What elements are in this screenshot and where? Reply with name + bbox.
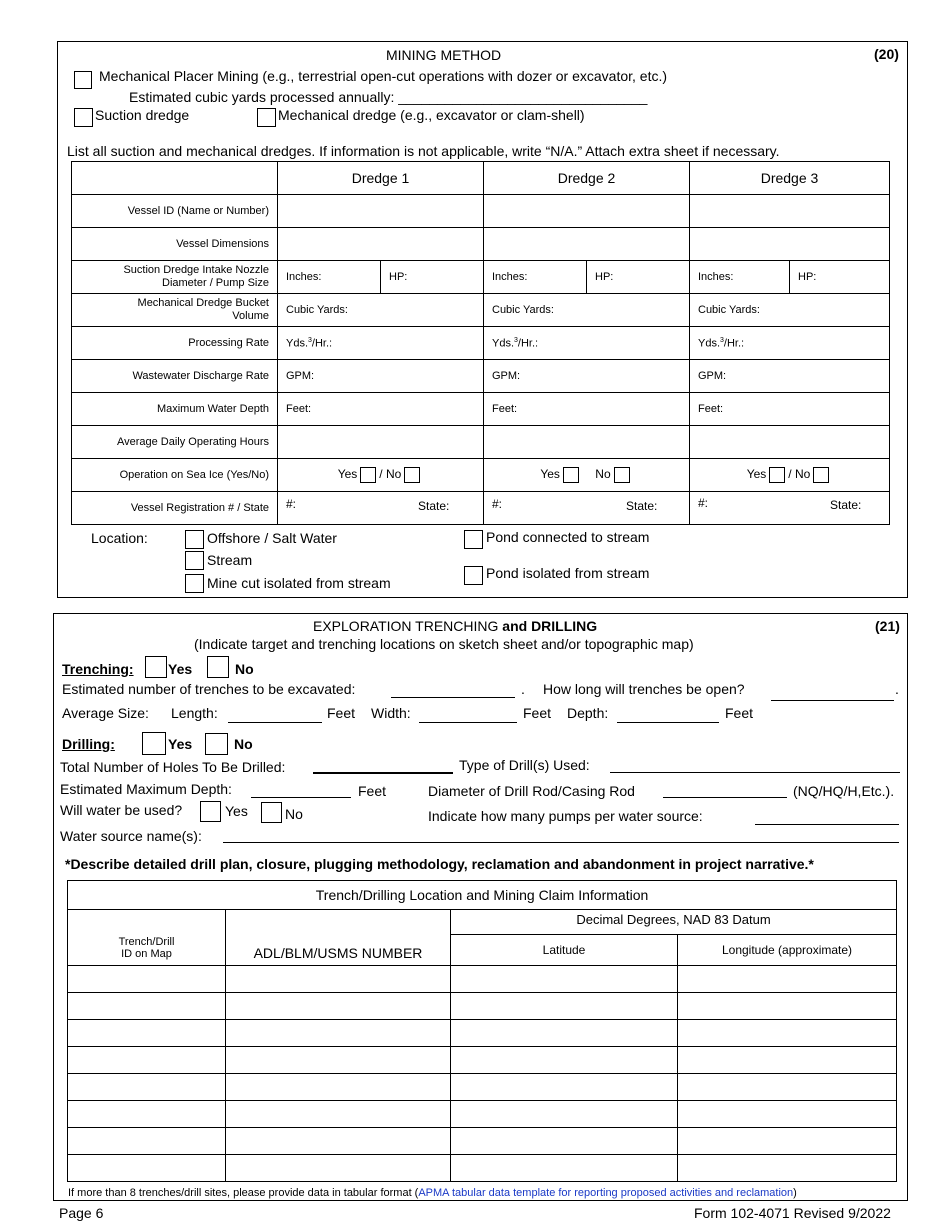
water-source-label: Water source name(s): (60, 828, 202, 844)
water-yes-label: Yes (225, 803, 248, 819)
depth-label: Depth: (567, 705, 609, 721)
row-label-wastewater: Wastewater Discharge Rate (72, 360, 278, 393)
yds-label: Yds. (286, 337, 309, 350)
table-cell[interactable] (68, 1155, 226, 1182)
dredge-2-cubic-yards[interactable]: Cubic Yards: (484, 294, 690, 327)
row-label-registration: Vessel Registration # / State (72, 492, 278, 525)
table-cell[interactable] (451, 1047, 678, 1074)
reg-no-label: #: (492, 497, 503, 511)
sea-ice-no-checkbox[interactable] (614, 467, 630, 483)
dredge-header-blank (72, 162, 278, 195)
mine-cut-label: Mine cut isolated from stream (207, 575, 391, 591)
table-cell[interactable] (68, 1101, 226, 1128)
no-label: No (794, 467, 811, 482)
hr-label: /Hr.: (723, 337, 745, 350)
hr-label: /Hr.: (311, 337, 333, 350)
table-cell[interactable] (451, 1074, 678, 1101)
row-label-hours: Average Daily Operating Hours (72, 426, 278, 459)
dredge-3-inches[interactable]: Inches: (690, 261, 790, 294)
mech-placer-label: Mechanical Placer Mining (e.g., terrestrial open-cut operations with dozer or excavator, etc.) (99, 68, 668, 84)
row-label-intake-line2: Diameter / Pump Size (162, 277, 269, 289)
table-cell[interactable] (226, 1101, 451, 1128)
dredge-2-vessel-id[interactable] (484, 195, 690, 228)
table-cell[interactable] (678, 1047, 897, 1074)
dredge-1-sea-ice (278, 459, 484, 492)
table-cell[interactable] (226, 1074, 451, 1101)
dredge-3-hours[interactable] (690, 426, 890, 459)
section-21-title-b: and DRILLING (502, 618, 598, 634)
dredge-2-registration[interactable] (484, 492, 690, 525)
yds-label: Yds. (698, 337, 721, 350)
table-cell[interactable] (451, 993, 678, 1020)
length-feet: Feet (327, 705, 356, 721)
dredge-1-hp[interactable]: HP: (381, 261, 484, 294)
max-depth-feet: Feet (358, 783, 387, 799)
width-feet: Feet (523, 705, 552, 721)
table-row (68, 1155, 897, 1182)
apma-template-link[interactable]: APMA tabular data template for reporting proposed activities and reclamation (418, 1187, 794, 1199)
dredge-1-header: Dredge 1 (278, 162, 484, 195)
table-cell[interactable] (68, 1128, 226, 1155)
mine-cut-checkbox[interactable] (185, 574, 204, 593)
sea-ice-no-checkbox[interactable] (813, 467, 829, 483)
drill-type-field[interactable] (610, 772, 900, 773)
water-yes-checkbox[interactable] (200, 801, 221, 822)
table-cell[interactable] (226, 1155, 451, 1182)
yes-label: Yes (540, 467, 560, 482)
dredge-1-vessel-id[interactable] (278, 195, 484, 228)
state-label: State: (626, 499, 658, 513)
reg-no-label: #: (698, 496, 709, 510)
depth-field[interactable] (617, 722, 719, 723)
dredge-2-processing[interactable] (484, 327, 690, 360)
total-holes-field[interactable] (313, 772, 453, 774)
table-cell[interactable] (226, 1128, 451, 1155)
dredge-1-cubic-yards[interactable]: Cubic Yards: (278, 294, 484, 327)
table-cell[interactable] (451, 1155, 678, 1182)
pond-isolated-label: Pond isolated from stream (486, 565, 650, 581)
table-cell[interactable] (678, 1101, 897, 1128)
yds-superscript: 3 (514, 336, 518, 344)
table-cell[interactable] (68, 966, 226, 993)
footnote-end: ) (793, 1187, 797, 1199)
no-label: No (385, 467, 402, 482)
trenching-no-label: No (235, 661, 254, 677)
table-cell[interactable] (68, 1020, 226, 1047)
table-cell[interactable] (678, 1074, 897, 1101)
dredge-instruction: List all suction and mechanical dredges. If information is not applicable, write “N/A.” Attach extra sheet if necessary. (67, 143, 780, 159)
mech-placer-checkbox[interactable] (74, 71, 92, 89)
offshore-label: Offshore / Salt Water (207, 530, 337, 546)
drilling-label: Drilling: (62, 736, 115, 752)
how-long-label: How long will trenches be open? (543, 681, 745, 697)
reg-no-label: #: (286, 497, 297, 511)
row-label-intake-line1: Suction Dredge Intake Nozzle (123, 264, 269, 276)
dredge-3-depth[interactable]: Feet: (690, 393, 890, 426)
hr-label: /Hr.: (517, 337, 539, 350)
water-source-field[interactable] (223, 842, 899, 843)
section-21-title (313, 618, 597, 634)
table-cell[interactable] (451, 1020, 678, 1047)
dredge-3-cubic-yards[interactable]: Cubic Yards: (690, 294, 890, 327)
row-label-sea-ice: Operation on Sea Ice (Yes/No) (72, 459, 278, 492)
table-row (68, 993, 897, 1020)
sea-ice-yes-checkbox[interactable] (563, 467, 579, 483)
pumps-field[interactable] (755, 824, 899, 825)
dredge-table (71, 161, 890, 525)
dredge-3-registration[interactable] (690, 492, 890, 525)
pond-isolated-checkbox[interactable] (464, 566, 483, 585)
table-cell[interactable] (226, 966, 451, 993)
dredge-2-header: Dredge 2 (484, 162, 690, 195)
max-depth-label: Estimated Maximum Depth: (60, 781, 232, 797)
table-cell[interactable] (678, 1155, 897, 1182)
length-label: Length: (171, 705, 218, 721)
table-cell[interactable] (678, 966, 897, 993)
section-20-title: MINING METHOD (386, 47, 502, 63)
adl-header: ADL/BLM/USMS NUMBER (226, 910, 451, 966)
table-cell[interactable] (678, 993, 897, 1020)
drilling-yes-checkbox[interactable] (142, 732, 166, 755)
section-21-title-a: EXPLORATION TRENCHING (313, 618, 503, 634)
yes-label: Yes (746, 467, 767, 482)
dredge-1-inches[interactable]: Inches: (278, 261, 381, 294)
sea-ice-no-checkbox[interactable] (404, 467, 420, 483)
drill-type-label: Type of Drill(s) Used: (459, 757, 590, 773)
mech-dredge-checkbox[interactable] (257, 108, 276, 127)
dredge-1-hours[interactable] (278, 426, 484, 459)
page-number: Page 6 (59, 1205, 104, 1221)
yds-superscript: 3 (308, 336, 312, 344)
table-row (68, 1101, 897, 1128)
longitude-header: Longitude (approximate) (678, 935, 897, 966)
stream-checkbox[interactable] (185, 551, 204, 570)
pumps-label: Indicate how many pumps per water source: (428, 808, 703, 824)
how-long-dot: . (895, 681, 899, 697)
sea-ice-yes-checkbox[interactable] (769, 467, 785, 483)
row-label-bucket (72, 294, 278, 327)
est-trenches-dot: . (521, 681, 525, 697)
dredge-2-gpm[interactable]: GPM: (484, 360, 690, 393)
pond-connected-label: Pond connected to stream (486, 529, 650, 545)
state-label: State: (830, 498, 862, 512)
rod-dia-field[interactable] (663, 797, 787, 798)
suction-dredge-label: Suction dredge (95, 107, 190, 123)
table-cell[interactable] (451, 966, 678, 993)
width-field[interactable] (419, 722, 517, 723)
how-long-field[interactable] (771, 700, 894, 701)
table-row (68, 1020, 897, 1047)
water-no-checkbox[interactable] (261, 802, 282, 823)
trench-id-header (68, 910, 226, 966)
water-used-label: Will water be used? (60, 802, 183, 818)
max-depth-field[interactable] (251, 797, 351, 798)
form-number: Form 102-4071 Revised 9/2022 (694, 1205, 891, 1221)
footnote-text: If more than 8 trenches/drill sites, please provide data in tabular format ( (68, 1187, 419, 1199)
row-label-bucket-line1: Mechanical Dredge Bucket (137, 297, 269, 309)
width-label: Width: (371, 705, 411, 721)
drilling-no-label: No (234, 736, 253, 752)
pond-connected-checkbox[interactable] (464, 530, 483, 549)
narrative-note: *Describe detailed drill plan, closure, plugging methodology, reclamation and abandonment in project narrative.* (65, 856, 814, 872)
rod-types: (NQ/HQ/H,Etc.). (793, 783, 895, 799)
rod-dia-label: Diameter of Drill Rod/Casing Rod (428, 783, 635, 799)
latitude-header: Latitude (451, 935, 678, 966)
suction-dredge-checkbox[interactable] (74, 108, 93, 127)
dredge-3-sea-ice (690, 459, 890, 492)
row-label-intake (72, 261, 278, 294)
table-cell[interactable] (226, 1020, 451, 1047)
dredge-1-registration[interactable] (278, 492, 484, 525)
dredge-3-gpm[interactable]: GPM: (690, 360, 890, 393)
table-cell[interactable] (451, 1128, 678, 1155)
mech-dredge-label: Mechanical dredge (e.g., excavator or clam-shell) (278, 107, 585, 123)
dredge-1-processing[interactable] (278, 327, 484, 360)
cubic-yards-field[interactable]: Estimated cubic yards processed annually: ________________________________ (129, 89, 648, 105)
slash: / (379, 467, 383, 482)
trench-id-header-line2: ID on Map (121, 948, 172, 960)
no-label: No (595, 467, 611, 482)
table-cell[interactable] (226, 1047, 451, 1074)
dredge-3-dimensions[interactable] (690, 228, 890, 261)
trench-id-header-line1: Trench/Drill (118, 936, 175, 948)
trenching-no-checkbox[interactable] (207, 656, 229, 678)
yds-label: Yds. (492, 337, 515, 350)
trenching-yes-checkbox[interactable] (145, 656, 167, 678)
dredge-1-depth[interactable]: Feet: (278, 393, 484, 426)
dredge-2-depth[interactable]: Feet: (484, 393, 690, 426)
yes-label: Yes (337, 467, 358, 482)
dredge-1-gpm[interactable]: GPM: (278, 360, 484, 393)
row-label-dimensions: Vessel Dimensions (72, 228, 278, 261)
table-cell[interactable] (451, 1101, 678, 1128)
total-holes-label: Total Number of Holes To Be Drilled: (60, 759, 286, 775)
row-label-bucket-line2: Volume (232, 310, 269, 322)
table-cell[interactable] (68, 1074, 226, 1101)
table-row (68, 1047, 897, 1074)
avg-size-label: Average Size: (62, 705, 149, 721)
state-label: State: (418, 499, 450, 513)
location-label: Location: (91, 530, 148, 546)
section-21-subtitle: (Indicate target and trenching locations on sketch sheet and/or topographic map) (194, 636, 694, 652)
table-cell[interactable] (68, 1047, 226, 1074)
slash: / (788, 467, 792, 482)
est-trenches-label: Estimated number of trenches to be excavated: (62, 681, 356, 697)
depth-feet: Feet (725, 705, 754, 721)
table-cell[interactable] (226, 993, 451, 1020)
dredge-2-hours[interactable] (484, 426, 690, 459)
dredge-3-vessel-id[interactable] (690, 195, 890, 228)
trenching-label: Trenching: (62, 661, 134, 677)
dredge-3-header: Dredge 3 (690, 162, 890, 195)
yds-superscript: 3 (720, 336, 724, 344)
offshore-checkbox[interactable] (185, 530, 204, 549)
dredge-3-processing[interactable] (690, 327, 890, 360)
sea-ice-yes-checkbox[interactable] (360, 467, 376, 483)
trenching-yes-label: Yes (168, 661, 193, 677)
dredge-2-hp[interactable]: HP: (587, 261, 690, 294)
section-21-number: (21) (875, 618, 900, 634)
footnote (68, 1187, 797, 1199)
dredge-3-hp[interactable]: HP: (790, 261, 890, 294)
row-label-depth: Maximum Water Depth (72, 393, 278, 426)
dredge-2-inches[interactable]: Inches: (484, 261, 587, 294)
section-20-number: (20) (874, 46, 899, 62)
table-cell[interactable] (68, 993, 226, 1020)
drilling-yes-label: Yes (168, 736, 193, 752)
dredge-1-dimensions[interactable] (278, 228, 484, 261)
water-no-label: No (285, 806, 303, 822)
table-row (68, 966, 897, 993)
row-label-vessel-id: Vessel ID (Name or Number) (72, 195, 278, 228)
table-cell[interactable] (678, 1128, 897, 1155)
dredge-2-sea-ice (484, 459, 690, 492)
table-row (68, 1128, 897, 1155)
drilling-no-checkbox[interactable] (205, 733, 228, 755)
table-cell[interactable] (678, 1020, 897, 1047)
datum-header: Decimal Degrees, NAD 83 Datum (451, 910, 897, 935)
stream-label: Stream (207, 552, 253, 568)
trench-location-table (67, 880, 897, 1182)
dredge-2-dimensions[interactable] (484, 228, 690, 261)
trench-table-title: Trench/Drilling Location and Mining Claim Information (68, 881, 897, 910)
table-row (68, 1074, 897, 1101)
est-trenches-field[interactable] (391, 697, 515, 698)
row-label-processing: Processing Rate (72, 327, 278, 360)
length-field[interactable] (228, 722, 322, 723)
